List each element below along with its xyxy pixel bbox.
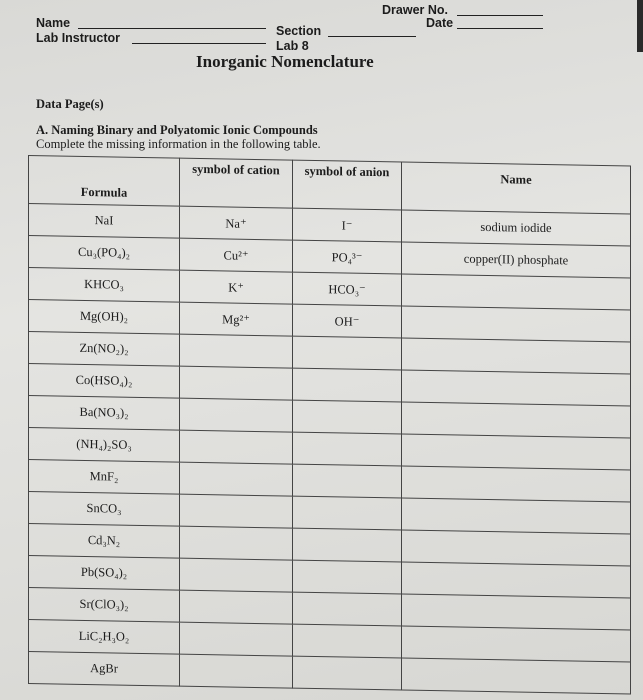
name-cell[interactable]: copper(II) phosphate	[402, 242, 631, 278]
cation-cell[interactable]	[180, 526, 293, 560]
lab-instructor-label: Lab Instructor	[36, 31, 121, 45]
section-heading: A. Naming Binary and Polyatomic Ionic Compounds	[36, 123, 318, 137]
anion-cell[interactable]	[293, 624, 402, 658]
formula-cell: MnF₂	[29, 460, 180, 495]
formula-cell: SnCO₃	[29, 492, 180, 527]
cation-cell[interactable]	[180, 462, 293, 496]
lab-instructor-field[interactable]	[132, 43, 266, 44]
anion-cell[interactable]	[293, 368, 402, 402]
name-cell[interactable]	[402, 562, 631, 598]
section-label: Section	[276, 24, 322, 38]
cation-cell[interactable]	[180, 622, 293, 656]
table-body	[29, 204, 631, 695]
col-formula-header: Formula	[29, 156, 180, 207]
formula-cell: Cu₃(PO₄)₂	[29, 236, 180, 271]
col-name-header: Name	[402, 162, 631, 214]
cation-cell[interactable]	[180, 398, 293, 432]
page-edge-strip	[637, 0, 643, 52]
formula-cell: Zn(NO₂)₂	[29, 332, 180, 367]
name-label: Name	[36, 16, 71, 30]
anion-cell[interactable]	[293, 400, 402, 434]
anion-cell[interactable]	[293, 560, 402, 594]
formula-cell: Co(HSO₄)₂	[29, 364, 180, 399]
drawer-label: Drawer No.	[382, 3, 448, 17]
anion-cell[interactable]	[293, 592, 402, 626]
anion-cell[interactable]	[293, 656, 402, 690]
anion-cell[interactable]	[293, 496, 402, 530]
date-label: Date	[426, 16, 454, 30]
drawer-field[interactable]	[457, 15, 543, 16]
name-cell[interactable]	[402, 338, 631, 374]
anion-cell[interactable]: I⁻	[293, 208, 402, 242]
cation-cell[interactable]: Na⁺	[180, 206, 293, 240]
name-field[interactable]	[78, 28, 266, 29]
formula-cell: LiC₂H₃O₂	[29, 620, 180, 655]
anion-cell[interactable]: OH⁻	[293, 304, 402, 338]
anion-cell[interactable]: HCO₃⁻	[293, 272, 402, 306]
col-anion-header: symbol of anion	[293, 160, 402, 210]
formula-cell: Cd₃N₂	[29, 524, 180, 559]
formula-cell: KHCO₃	[29, 268, 180, 303]
page-title: Inorganic Nomenclature	[196, 52, 374, 71]
cation-cell[interactable]	[180, 494, 293, 528]
formula-cell: Mg(OH)₂	[29, 300, 180, 335]
section-field[interactable]	[328, 36, 416, 37]
formula-cell: (NH₄)₂SO₃	[29, 428, 180, 463]
cation-cell[interactable]	[180, 366, 293, 400]
cation-cell[interactable]	[180, 654, 293, 688]
formula-cell: Ba(NO₃)₂	[29, 396, 180, 431]
formula-cell: AgBr	[29, 652, 180, 687]
cation-cell[interactable]: Mg²⁺	[180, 302, 293, 336]
anion-cell[interactable]	[293, 432, 402, 466]
cation-cell[interactable]	[180, 334, 293, 368]
name-cell[interactable]	[402, 306, 631, 342]
name-cell[interactable]	[402, 402, 631, 438]
formula-cell: NaI	[29, 204, 180, 239]
instructions: Complete the missing information in the following table.	[36, 137, 321, 151]
name-cell[interactable]	[402, 594, 631, 630]
formula-cell: Sr(ClO₃)₂	[29, 588, 180, 623]
cation-cell[interactable]: Cu²⁺	[180, 238, 293, 272]
anion-cell[interactable]	[293, 464, 402, 498]
name-cell[interactable]	[402, 658, 631, 694]
cation-cell[interactable]	[180, 590, 293, 624]
cation-cell[interactable]	[180, 430, 293, 464]
name-cell[interactable]	[402, 434, 631, 470]
col-cation-header: symbol of cation	[180, 158, 293, 208]
name-cell[interactable]	[402, 274, 631, 310]
nomenclature-table	[28, 155, 631, 695]
name-cell[interactable]	[402, 370, 631, 406]
name-cell[interactable]: sodium iodide	[402, 210, 631, 246]
formula-cell: Pb(SO₄)₂	[29, 556, 180, 591]
name-cell[interactable]	[402, 626, 631, 662]
cation-cell[interactable]	[180, 558, 293, 592]
anion-cell[interactable]: PO₄³⁻	[293, 240, 402, 274]
lab-number: Lab 8	[276, 39, 309, 53]
anion-cell[interactable]	[293, 336, 402, 370]
name-cell[interactable]	[402, 498, 631, 534]
name-cell[interactable]	[402, 530, 631, 566]
cation-cell[interactable]: K⁺	[180, 270, 293, 304]
anion-cell[interactable]	[293, 528, 402, 562]
data-page-label: Data Page(s)	[36, 97, 104, 111]
date-field[interactable]	[457, 28, 543, 29]
name-cell[interactable]	[402, 466, 631, 502]
